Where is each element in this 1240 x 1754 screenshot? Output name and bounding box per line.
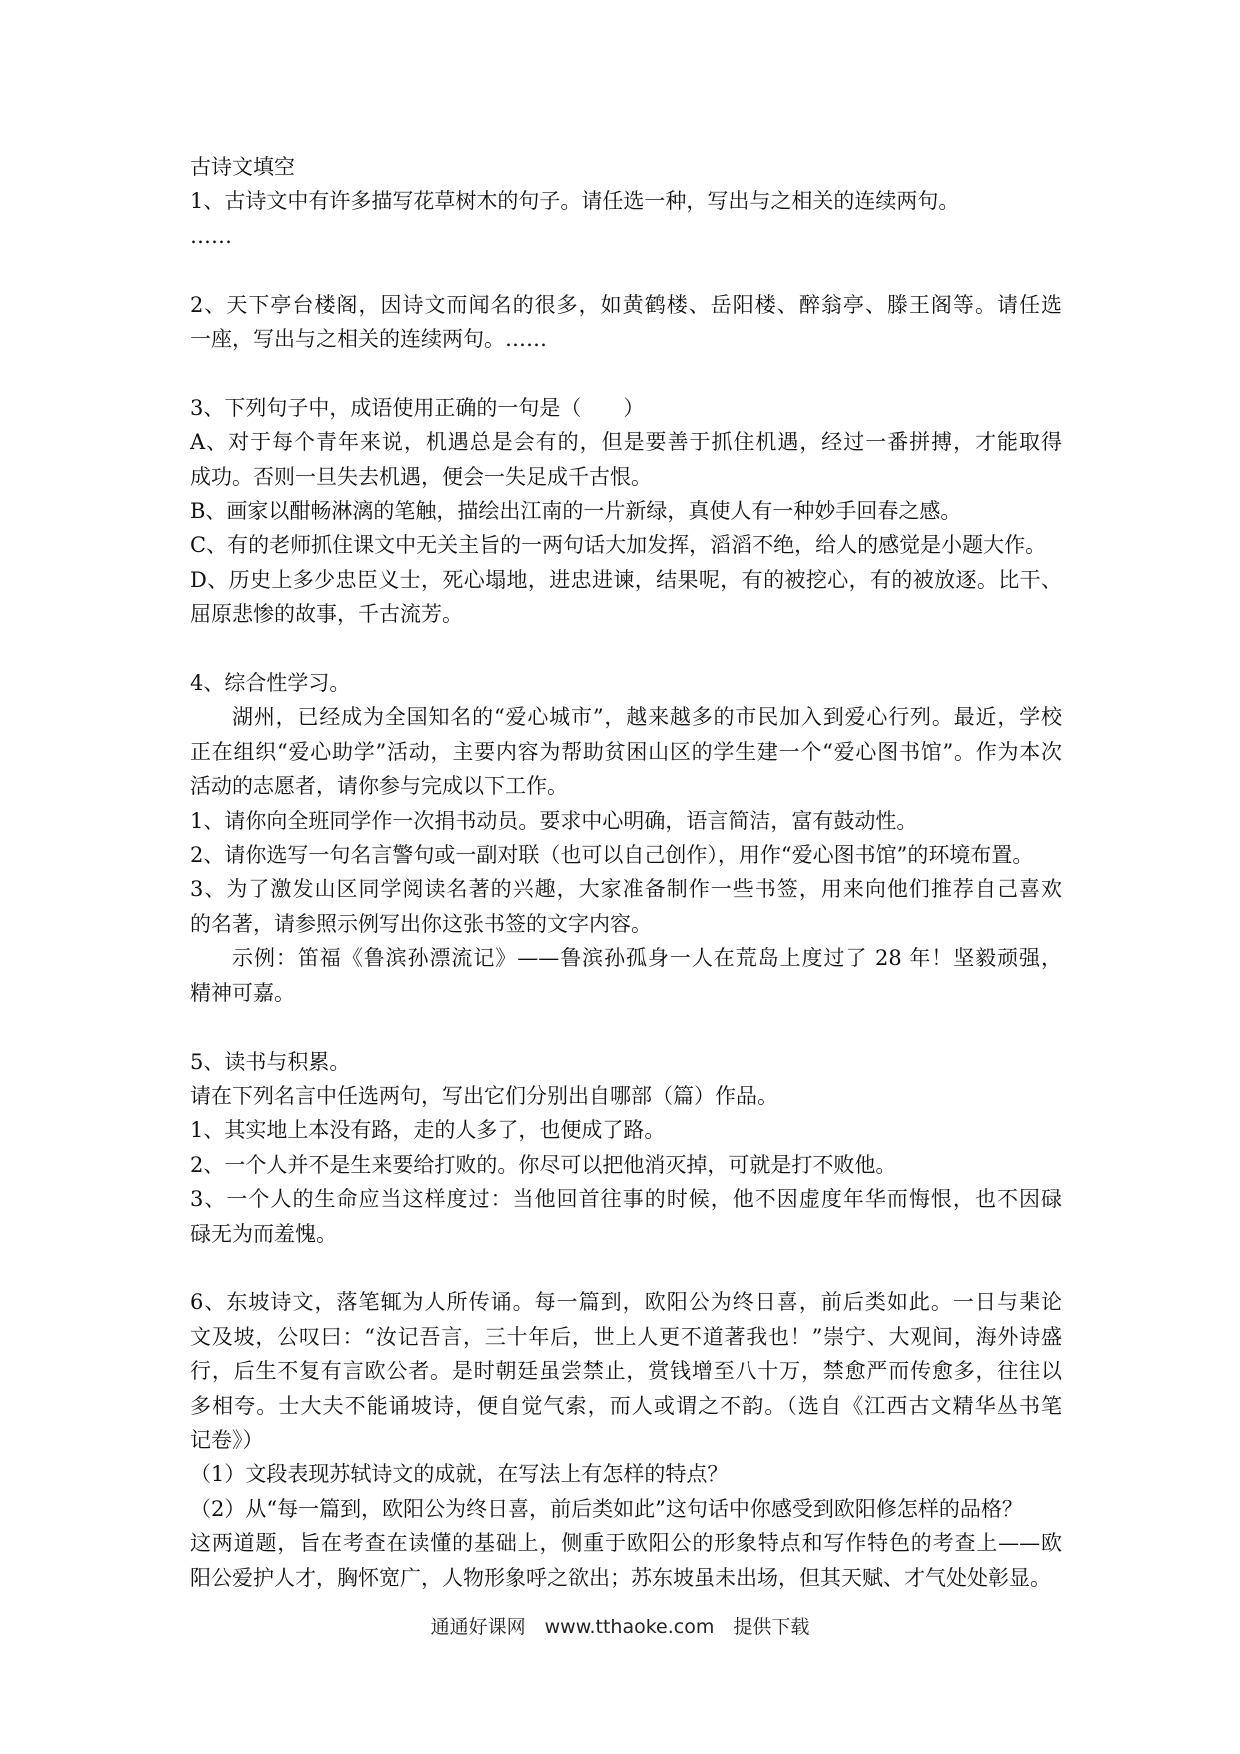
question-4-paragraph-cont: 正在组织“爱心助学”活动，主要内容为帮助贫困山区的学生建一个“爱心图书馆”。作为本次 (190, 739, 1062, 764)
example-text-cont: 精神可嘉。 (190, 980, 295, 1005)
passage-line: 文及坡，公叹曰：“汝记吾言，三十年后，世上人更不道著我也！”崇宁、大观间，海外诗盛 (190, 1324, 1062, 1349)
question-1-text: 1、古诗文中有许多描写花草树木的句子。请任选一种，写出与之相关的连续两句。 (190, 189, 960, 214)
question-4-paragraph: 湖州，已经成为全国知名的“爱心城市”，越来越多的市民加入到爱心行列。最近，学校 (232, 705, 1062, 730)
task-2: 2、请你选写一句名言警句或一副对联（也可以自己创作），用作“爱心图书馆”的环境布置。 (190, 843, 1034, 868)
option-d: D、历史上多少忠臣义士，死心塌地，进忠进谏，结果呢，有的被挖心，有的被放逐。比干、 (190, 567, 1062, 592)
sub-question-2: （2）从“每一篇到，欧阳公为终日喜，前后类如此”这句话中你感受到欧阳修怎样的品格？ (190, 1496, 1023, 1521)
document-body (190, 150, 1062, 1595)
question-5-stem: 请在下列名言中任选两句，写出它们分别出自哪部（篇）作品。 (190, 1083, 778, 1108)
question-5-title: 5、读书与积累。 (190, 1049, 351, 1074)
question-3-stem: 3、下列句子中，成语使用正确的一句是（ ） (190, 395, 645, 420)
option-d-cont: 屈原悲惨的故事，千古流芳。 (190, 602, 463, 627)
question-2-text: 2、天下亭台楼阁，因诗文而闻名的很多，如黄鹤楼、岳阳楼、醉翁亭、滕王阁等。请任选 (190, 292, 1062, 317)
quote-3-cont: 碌无为而羞愧。 (190, 1221, 337, 1246)
passage-line: 记卷》） (190, 1427, 264, 1452)
task-1: 1、请你向全班同学作一次捐书动员。要求中心明确，语言简洁，富有鼓动性。 (190, 808, 918, 833)
question-2-text-cont: 一座，写出与之相关的连续两句。…… (190, 327, 547, 352)
task-3: 3、为了激发山区同学阅读名著的兴趣，大家准备制作一些书签，用来向他们推荐自己喜欢 (190, 877, 1062, 902)
section-title: 古诗文填空 (190, 155, 295, 179)
answer-note: 这两道题，旨在考查在读懂的基础上，侧重于欧阳公的形象特点和写作特色的考查上——欧 (190, 1531, 1062, 1556)
question-4-paragraph-end: 活动的志愿者，请你参与完成以下工作。 (190, 774, 568, 799)
question-1-ellipsis: …… (190, 223, 232, 248)
spacer (190, 632, 1062, 666)
passage-line: 多相夸。士大夫不能诵坡诗，便自觉气索，而人或谓之不韵。（选自《江西古文精华丛书笔 (190, 1393, 1062, 1418)
spacer (190, 1251, 1062, 1285)
answer-note-cont: 阳公爱护人才，胸怀宽广，人物形象呼之欲出；苏东坡虽未出场，但其天赋、才气处处彰显。 (190, 1565, 1051, 1590)
option-b: B、画家以酣畅淋漓的笔触，描绘出江南的一片新绿，真使人有一种妙手回春之感。 (190, 499, 962, 524)
task-3-cont: 的名著，请参照示例写出你这张书签的文字内容。 (190, 911, 652, 936)
quote-1: 1、其实地上本没有路，走的人多了，也便成了路。 (190, 1118, 666, 1143)
option-a-cont: 成功。否则一旦失去机遇，便会一失足成千古恨。 (190, 464, 652, 489)
option-c: C、有的老师抓住课文中无关主旨的一两句话大加发挥，滔滔不绝，给人的感觉是小题大作。 (190, 533, 1047, 558)
spacer (190, 356, 1062, 390)
option-a: A、对于每个青年来说，机遇总是会有的，但是要善于抓住机遇，经过一番拼搏，才能取得 (190, 430, 1062, 455)
spacer (190, 1010, 1062, 1044)
quote-3: 3、一个人的生命应当这样度过：当他回首往事的时候，他不因虚度年华而悔恨，也不因碌 (190, 1187, 1062, 1212)
page-footer: 通通好课网 www.tthaoke.com 提供下载 (430, 1616, 810, 1638)
quote-2: 2、一个人并不是生来要给打败的。你尽可以把他消灭掉，可就是打不败他。 (190, 1152, 897, 1177)
passage-line: 行，后生不复有言欧公者。是时朝廷虽尝禁止，赏钱增至八十万，禁愈严而传愈多，往往以 (190, 1359, 1062, 1384)
passage-line: 6、东坡诗文，落笔辄为人所传诵。每一篇到，欧阳公为终日喜，前后类如此。一日与棐论 (190, 1290, 1062, 1315)
example-text: 示例：笛福《鲁滨孙漂流记》——鲁滨孙孤身一人在荒岛上度过了 28 年！坚毅顽强， (232, 946, 1062, 971)
sub-question-1: （1）文段表现苏轼诗文的成就，在写法上有怎样的特点？ (190, 1462, 729, 1487)
spacer (190, 253, 1062, 287)
question-4-title: 4、综合性学习。 (190, 671, 351, 696)
